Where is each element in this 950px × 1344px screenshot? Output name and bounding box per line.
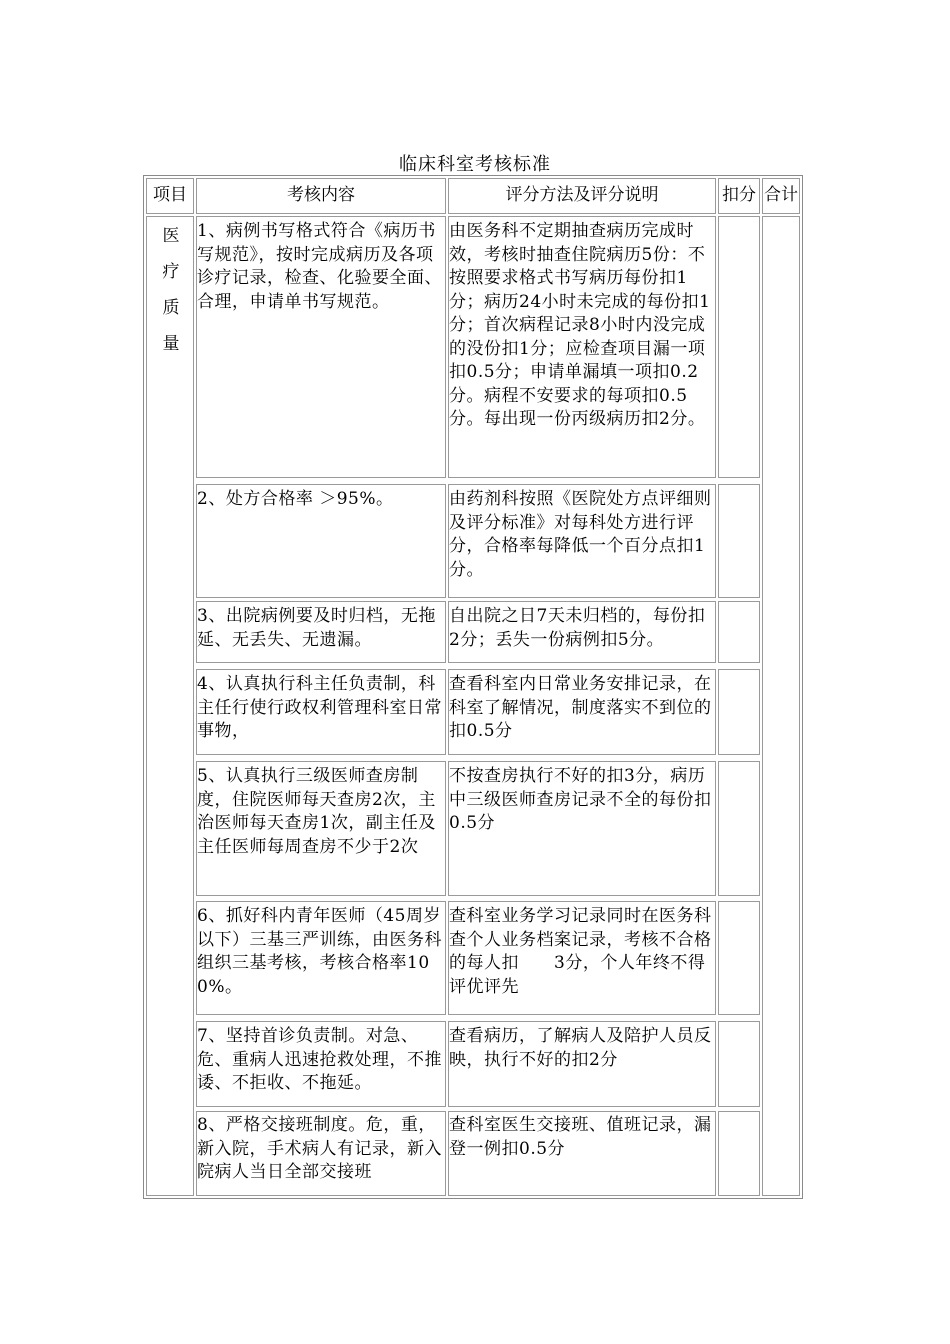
category-char: 量	[162, 334, 180, 354]
deduct-cell-3	[718, 601, 760, 663]
category-char: 疗	[162, 262, 180, 282]
row-8-method: 查科室医生交接班、值班记录，漏登一例扣0.5分	[449, 1115, 712, 1159]
row-4-method: 查看科室内日常业务安排记录，在科室了解情况，制度落实不到位的扣0.5分	[449, 674, 712, 741]
header-content: 考核内容	[287, 185, 355, 205]
page-title: 临床科室考核标准	[399, 154, 551, 175]
deduct-cell-1	[718, 216, 760, 478]
row-1-content: 1、病例书写格式符合《病历书写规范》，按时完成病历及各项诊疗记录，检查、化验要全面、合理，申请单书写规范。	[197, 221, 442, 312]
header-method: 评分方法及评分说明	[505, 185, 659, 205]
row-7-method: 查看病历，了解病人及陪护人员反映，执行不好的扣2分	[449, 1026, 712, 1070]
header-cell-deduct	[718, 178, 760, 214]
row-3-content: 3、出院病例要及时归档，无拖延、无丢失、无遗漏。	[197, 606, 436, 650]
header-cell-item	[146, 178, 194, 214]
header-item: 项目	[153, 185, 187, 205]
category-char: 质	[162, 298, 180, 318]
header-cell-total	[762, 178, 800, 214]
row-2-method: 由药剂科按照《医院处方点评细则及评分标准》对每科处方进行评分，合格率每降低一个百分点扣1分。	[449, 489, 712, 580]
row-6-content: 6、抓好科内青年医师（45周岁以下）三基三严训练，由医务科组织三基考核，考核合格率100%。	[197, 906, 442, 997]
deduct-cell-8	[718, 1111, 760, 1196]
deduct-cell-6	[718, 901, 760, 1015]
row-4-content: 4、认真执行科主任负责制，科主任行使行政权利管理科室日常事物，	[197, 674, 442, 741]
deduct-cell-2	[718, 484, 760, 598]
header-cell-method	[448, 178, 716, 214]
row-5-method: 不按查房执行不好的扣3分，病历中三级医师查房记录不全的每份扣0.5分	[449, 766, 712, 833]
deduct-cell-5	[718, 761, 760, 896]
row-1-method: 由医务科不定期抽查病历完成时效，考核时抽查住院病历5份：不按照要求格式书写病历每份扣1分；病历24小时未完成的每份扣1分；首次病程记录8小时内没完成的没份扣1分；应检查项目漏一项扣0.5分；申请单漏填一项扣0.2分。病程不安要求的每项扣0.5分。每出现一份丙级病历扣2分。	[449, 221, 711, 429]
deduct-cell-4	[718, 669, 760, 755]
row-5-content: 5、认真执行三级医师查房制度，住院医师每天查房2次，主治医师每天查房1次，副主任及主任医师每周查房不少于2次	[197, 766, 436, 857]
header-deduct: 扣分	[722, 185, 756, 205]
category-cell	[146, 216, 194, 1196]
row-3-method: 自出院之日7天未归档的，每份扣2分；丢失一份病例扣5分。	[449, 606, 706, 650]
row-7-content: 7、坚持首诊负责制。对急、危、重病人迅速抢救处理，不推诿、不拒收、不拖延。	[197, 1026, 442, 1093]
header-total: 合计	[764, 185, 798, 205]
deduct-cell-7	[718, 1021, 760, 1107]
row-2-content: 2、处方合格率 ＞95%。	[197, 489, 394, 509]
category-label	[156, 221, 186, 365]
assessment-table	[143, 175, 803, 1199]
row-8-content: 8、严格交接班制度。危，重，新入院，手术病人有记录，新入院病人当日全部交接班	[197, 1115, 442, 1182]
total-cell	[762, 216, 800, 1196]
row-6-method: 查科室业务学习记录同时在医务科查个人业务档案记录，考核不合格的每人扣 3分，个人年终不得评优评先	[449, 906, 712, 997]
category-char: 医	[162, 226, 180, 246]
header-cell-content	[196, 178, 446, 214]
